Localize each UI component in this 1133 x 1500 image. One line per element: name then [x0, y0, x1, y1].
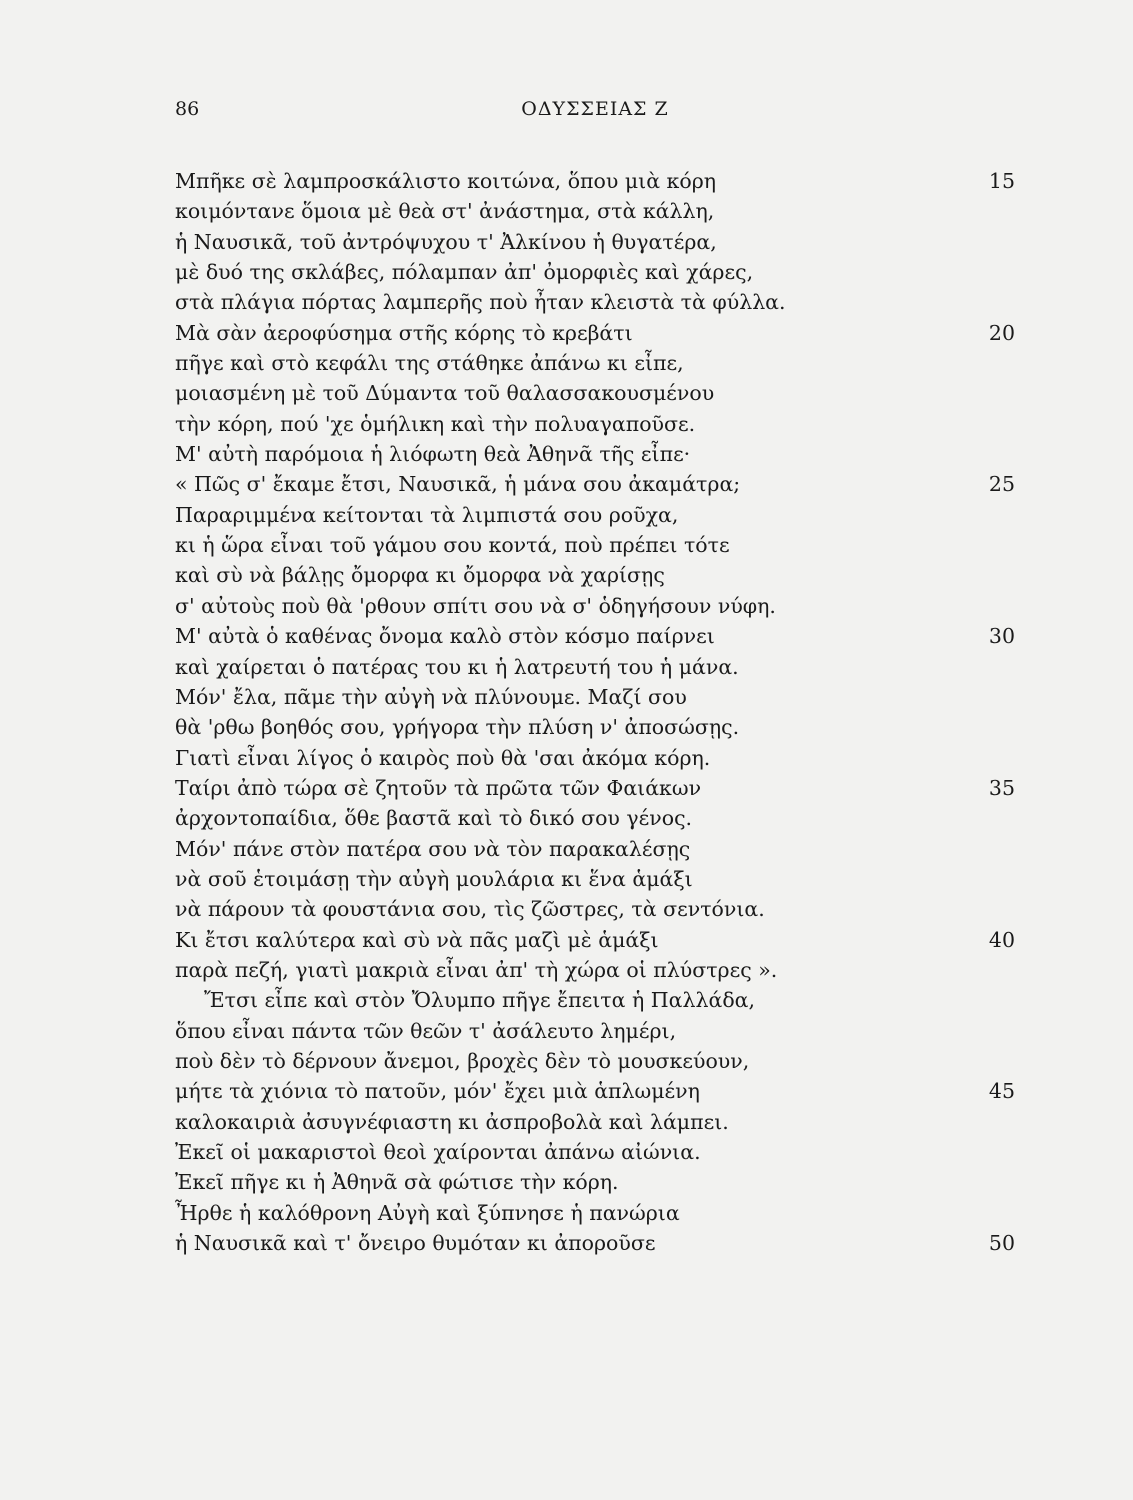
verse-line	[175, 955, 1015, 985]
verse-block	[175, 166, 1015, 1258]
verse-line	[175, 1167, 1015, 1197]
verse-line	[175, 439, 1015, 469]
verse-line	[175, 1076, 1015, 1106]
line-number: 15	[988, 169, 1015, 193]
verse-line	[175, 227, 1015, 257]
verse-line	[175, 682, 1015, 712]
verse-line	[175, 318, 1015, 348]
line-number: 20	[988, 320, 1015, 345]
verse-line	[175, 166, 1015, 196]
verse-line	[175, 257, 1015, 287]
verse-line	[175, 348, 1015, 378]
verse-line	[175, 985, 1015, 1015]
verse-text: Ταίρι ἀπὸ τώρα σὲ ζητοῦν τὰ πρῶτα τῶν Φαιάκων	[175, 775, 702, 800]
verse-text: Μόν' ἔλα, πᾶμε τὴν αὐγὴ νὰ πλύνουμε. Μαζί σου	[175, 684, 687, 709]
verse-line	[175, 925, 1015, 955]
verse-text: Γιατὶ εἶναι λίγος ὁ καιρὸς ποὺ θὰ 'σαι ἀκόμα κόρη.	[175, 745, 711, 770]
verse-text: κι ἡ ὥρα εἶναι τοῦ γάμου σου κοντά, ποὺ πρέπει τότε	[175, 533, 730, 558]
line-number: 50	[988, 1231, 1015, 1256]
verse-line	[175, 560, 1015, 590]
verse-text: Παραριμμένα κείτονται τὰ λιμπιστά σου ροῦχα,	[175, 502, 679, 527]
verse-line	[175, 196, 1015, 226]
verse-text: ἀρχοντοπαίδια, ὅθε βαστᾶ καὶ τὸ δικό σου γένος.	[175, 806, 693, 831]
verse-line	[175, 1137, 1015, 1167]
verse-line	[175, 743, 1015, 773]
verse-text: Μὰ σὰν ἀεροφύσημα στῆς κόρης τὸ κρεβάτι	[175, 320, 633, 345]
verse-line	[175, 1046, 1015, 1076]
verse-text: καλοκαιριὰ ἀσυγνέφιαστη κι ἀσπροβολὰ καὶ λάμπει.	[175, 1109, 729, 1134]
verse-text: « Πῶς σ' ἔκαμε ἔτσι, Ναυσικᾶ, ἡ μάνα σου ἀκαμάτρα;	[175, 472, 741, 497]
verse-line	[175, 469, 1015, 499]
verse-text: Ἦρθε ἡ καλόθρονη Αὐγὴ καὶ ξύπνησε ἡ πανώρια	[175, 1200, 680, 1225]
verse-line	[175, 652, 1015, 682]
verse-text: πῆγε καὶ στὸ κεφάλι της στάθηκε ἀπάνω κι εἶπε,	[175, 351, 684, 376]
verse-line	[175, 287, 1015, 317]
verse-text: μὲ δυό της σκλάβες, πόλαμπαν ἀπ' ὀμορφιὲς καὶ χάρες,	[175, 260, 754, 285]
verse-line	[175, 1228, 1015, 1258]
verse-text: ἡ Ναυσικᾶ καὶ τ' ὄνειρο θυμόταν κι ἀποροῦσε	[175, 1231, 656, 1256]
verse-line	[175, 864, 1015, 894]
verse-line	[175, 712, 1015, 742]
verse-line	[175, 894, 1015, 924]
verse-text: μοιασμένη μὲ τοῦ Δύμαντα τοῦ θαλασσακουσμένου	[175, 381, 715, 406]
verse-line	[175, 803, 1015, 833]
verse-text: Κι ἔτσι καλύτερα καὶ σὺ νὰ πᾶς μαζὶ μὲ ἁμάξι	[175, 927, 659, 952]
verse-line	[175, 773, 1015, 803]
verse-text: μήτε τὰ χιόνια τὸ πατοῦν, μόν' ἔχει μιὰ ἁπλωμένη	[175, 1079, 700, 1104]
line-number: 25	[988, 472, 1015, 497]
running-title: ΟΔΥΣΣΕΙΑΣ Ζ	[521, 98, 669, 120]
page-header	[175, 98, 1015, 130]
line-number: 30	[988, 624, 1015, 649]
verse-text: Ἐκεῖ πῆγε κι ἡ Ἀθηνᾶ σὰ φώτισε τὴν κόρη.	[175, 1170, 619, 1195]
verse-line	[175, 378, 1015, 408]
verse-text: Μπῆκε σὲ λαμπροσκάλιστο κοιτώνα, ὅπου μιὰ κόρη	[175, 169, 717, 193]
verse-text: νὰ σοῦ ἑτοιμάσῃ τὴν αὐγὴ μουλάρια κι ἕνα ἁμάξι	[175, 866, 693, 891]
verse-line	[175, 500, 1015, 530]
verse-text: κοιμόντανε ὅμοια μὲ θεὰ στ' ἀνάστημα, στὰ κάλλη,	[175, 199, 715, 224]
line-number: 45	[988, 1079, 1015, 1104]
verse-line	[175, 409, 1015, 439]
verse-line	[175, 530, 1015, 560]
verse-text: Μ' αὐτὰ ὁ καθένας ὄνομα καλὸ στὸν κόσμο παίρνει	[175, 624, 715, 649]
verse-text: Μόν' πάνε στὸν πατέρα σου νὰ τὸν παρακαλέσῃς	[175, 836, 691, 861]
verse-line	[175, 1016, 1015, 1046]
line-number: 40	[988, 927, 1015, 952]
verse-text: καὶ σὺ νὰ βάλῃς ὄμορφα κι ὄμορφα νὰ χαρίσῃς	[175, 563, 665, 588]
verse-text: στὰ πλάγια πόρτας λαμπερῆς ποὺ ἦταν κλειστὰ τὰ φύλλα.	[175, 290, 786, 315]
verse-text: Ἐκεῖ οἱ μακαριστοὶ θεοὶ χαίρονται ἀπάνω αἰώνια.	[175, 1140, 701, 1164]
verse-line	[175, 621, 1015, 651]
verse-text: σ' αὐτοὺς ποὺ θὰ 'ρθουν σπίτι σου νὰ σ' ὁδηγήσουν νύφη.	[175, 593, 776, 618]
verse-line	[175, 1198, 1015, 1228]
verse-text: Μ' αὐτὴ παρόμοια ἡ λιόφωτη θεὰ Ἀθηνᾶ τῆς εἶπε·	[175, 442, 691, 467]
verse-text: παρὰ πεζή, γιατὶ μακριὰ εἶναι ἀπ' τὴ χώρα οἱ πλύστρες ».	[175, 957, 778, 982]
verse-text: Ἔτσι εἶπε καὶ στὸν Ὄλυμπο πῆγε ἔπειτα ἡ Παλλάδα,	[204, 988, 756, 1013]
verse-line	[175, 1107, 1015, 1137]
verse-text: νὰ πάρουν τὰ φουστάνια σου, τὶς ζῶστρες, τὰ σεντόνια.	[175, 897, 765, 922]
verse-text: καὶ χαίρεται ὁ πατέρας του κι ἡ λατρευτή του ἡ μάνα.	[175, 654, 739, 679]
verse-text: ἡ Ναυσικᾶ, τοῦ ἀντρόψυχου τ' Ἀλκίνου ἡ θυγατέρα,	[175, 229, 717, 254]
verse-line	[175, 591, 1015, 621]
verse-text: ποὺ δὲν τὸ δέρνουν ἄνεμοι, βροχὲς δὲν τὸ μουσκεύουν,	[175, 1048, 750, 1073]
verse-text: θὰ 'ρθω βοηθός σου, γρήγορα τὴν πλύση ν' ἀποσώσῃς.	[175, 715, 740, 740]
verse-line	[175, 834, 1015, 864]
verse-text: τὴν κόρη, πού 'χε ὁμήλικη καὶ τὴν πολυαγαποῦσε.	[175, 411, 696, 436]
page-number: 86	[175, 98, 200, 120]
verse-text: ὅπου εἶναι πάντα τῶν θεῶν τ' ἀσάλευτο λημέρι,	[175, 1018, 677, 1043]
line-number: 35	[988, 775, 1015, 800]
